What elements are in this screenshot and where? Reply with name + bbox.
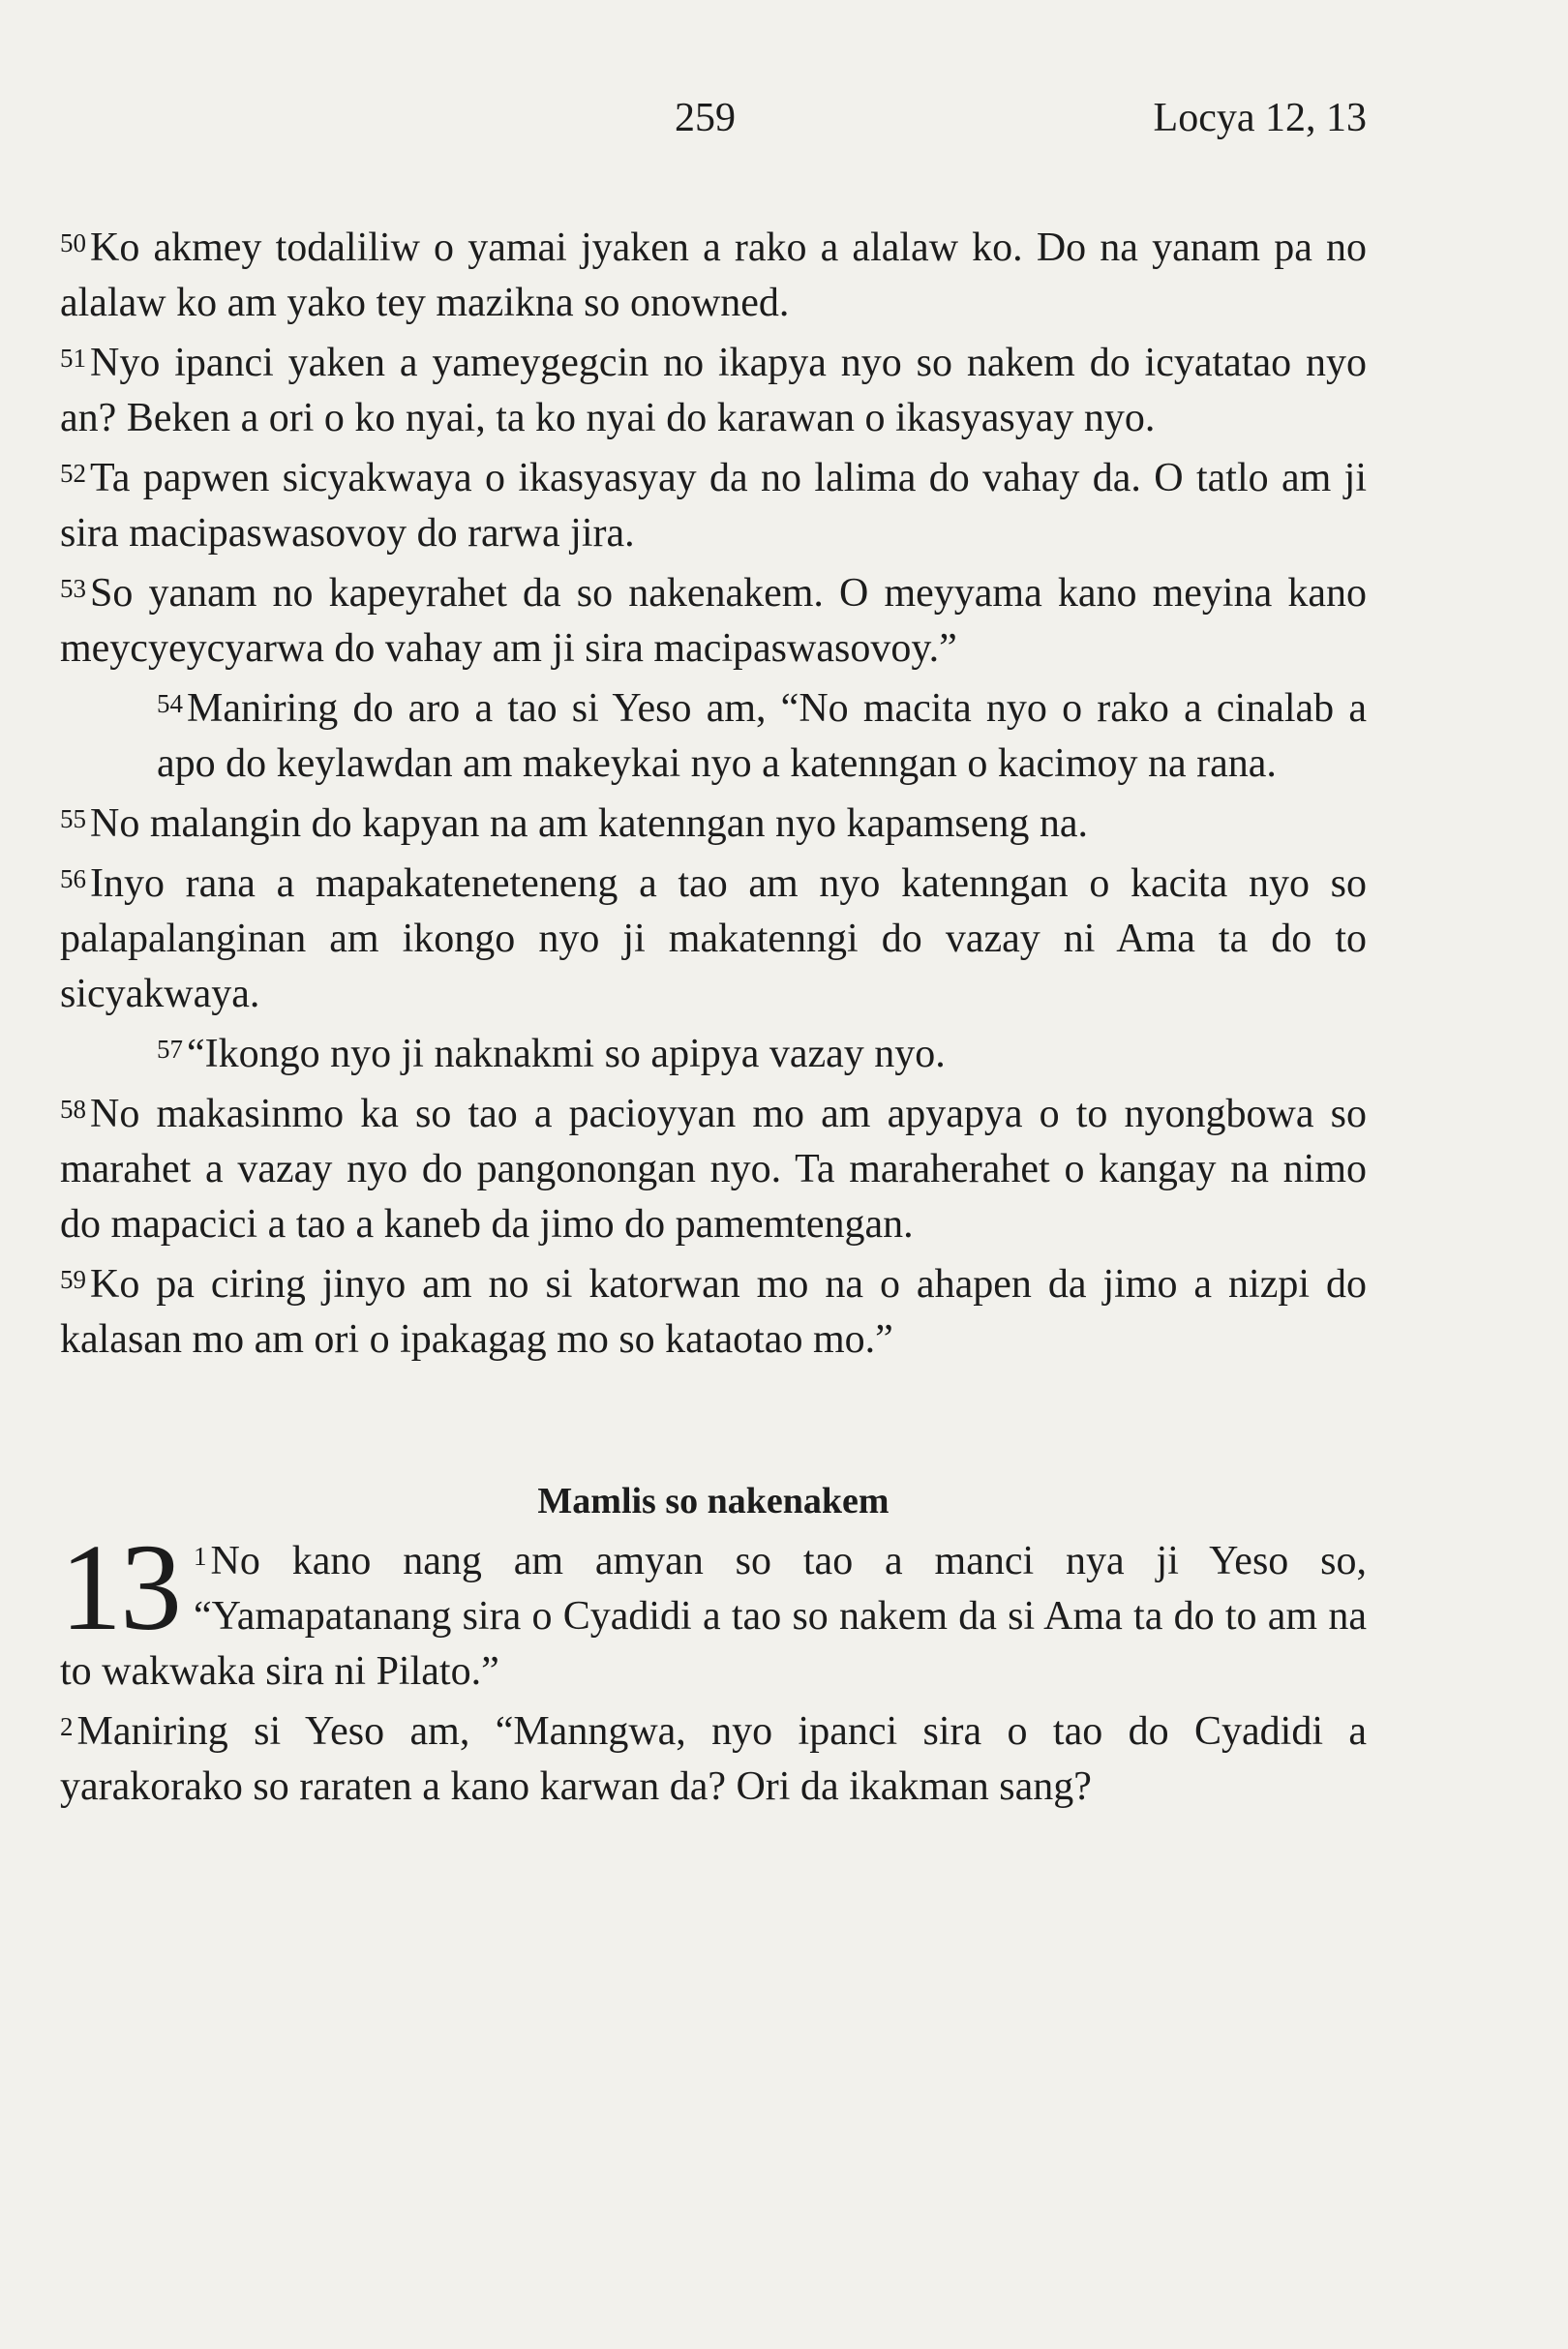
verse-12-53	[60, 561, 1367, 677]
verse-text: Ko akmey todaliliw o yamai jyaken a rako a alalaw ko. Do na yanam pa no alalaw ko am yako tey mazikna so onowned.	[60, 226, 1367, 325]
verse-text: No kano nang am amyan so tao a manci nya ji Yeso so, “Yamapatanang sira o Cyadidi a tao so nakem da si Ama ta do to am na to wakwaka sira ni Pilato.”	[60, 1539, 1367, 1694]
verse-number: 50	[60, 228, 86, 257]
verse-number: 1	[194, 1542, 207, 1571]
verse-13-2	[60, 1700, 1367, 1815]
verse-text: No makasinmo ka so tao a pacioyyan mo am apyapya o to nyongbowa so marahet a vazay nyo do pangonongan nyo. Ta maraherahet o kangay na nimo do mapacici a tao a kaneb da jimo do pamemtengan.	[60, 1092, 1367, 1247]
chapter-number: 13	[60, 1519, 180, 1656]
verse-12-52	[60, 446, 1367, 561]
verse-text: Inyo rana a mapakateneteneng a tao am nyo katenngan o kacita nyo so palapalanginan am ikongo nyo ji makatenngi do vazay ni Ama ta do to sicyakwaya.	[60, 861, 1367, 1016]
verse-12-51	[60, 331, 1367, 446]
verse-13-1	[60, 1519, 1367, 1700]
verse-12-57	[60, 1022, 1367, 1082]
verse-number: 52	[60, 459, 86, 488]
verse-text: Maniring do aro a tao si Yeso am, “No macita nyo o rako a cinalab a apo do keylawdan am makeykai nyo a katenngan o kacimoy na rana.	[157, 686, 1367, 786]
verse-12-50	[60, 216, 1367, 331]
verse-12-54	[60, 677, 1367, 792]
running-reference: Locya 12, 13	[1153, 96, 1367, 140]
verse-number: 51	[60, 344, 86, 373]
section-heading: Mamlis so nakenakem	[537, 1481, 890, 1521]
verse-number: 53	[60, 574, 86, 603]
chapter-13	[60, 1519, 1367, 1815]
verse-text: Nyo ipanci yaken a yameygegcin no ikapya nyo so nakem do icyatatao nyo an? Beken a ori o ko nyai, ta ko nyai do karawan o ikasyasyay nyo.	[60, 341, 1367, 440]
page-number: 259	[675, 96, 736, 140]
verse-number: 2	[60, 1712, 74, 1741]
verse-number: 55	[60, 804, 86, 833]
verse-12-58	[60, 1082, 1367, 1252]
verse-number: 58	[60, 1095, 86, 1124]
verse-text: Maniring si Yeso am, “Manngwa, nyo ipanci sira o tao do Cyadidi a yarakorako so raraten a kano karwan da? Ori da ikakman sang?	[60, 1709, 1367, 1809]
running-header	[60, 95, 1367, 153]
verse-text: So yanam no kapeyrahet da so nakenakem. O meyyama kano meyina kano meycyeycyarwa do vahay am ji sira macipaswasovoy.”	[60, 571, 1367, 671]
verse-number: 57	[157, 1035, 183, 1064]
section-spacer	[60, 1368, 1367, 1474]
verse-number: 59	[60, 1265, 86, 1294]
scripture-body	[60, 216, 1367, 1815]
verse-text: “Ikongo nyo ji naknakmi so apipya vazay nyo.	[187, 1032, 946, 1076]
verse-12-56	[60, 852, 1367, 1022]
verse-number: 56	[60, 864, 86, 893]
verse-text: Ta papwen sicyakwaya o ikasyasyay da no lalima do vahay da. O tatlo am ji sira macipaswasovoy do rarwa jira.	[60, 456, 1367, 556]
verse-12-55	[60, 792, 1367, 852]
verse-number: 54	[157, 689, 183, 718]
verse-12-59	[60, 1252, 1367, 1368]
verse-text: No malangin do kapyan na am katenngan nyo kapamseng na.	[90, 801, 1089, 846]
verse-text: Ko pa ciring jinyo am no si katorwan mo na o ahapen da jimo a nizpi do kalasan mo am ori o ipakagag mo so kataotao mo.”	[60, 1262, 1367, 1362]
